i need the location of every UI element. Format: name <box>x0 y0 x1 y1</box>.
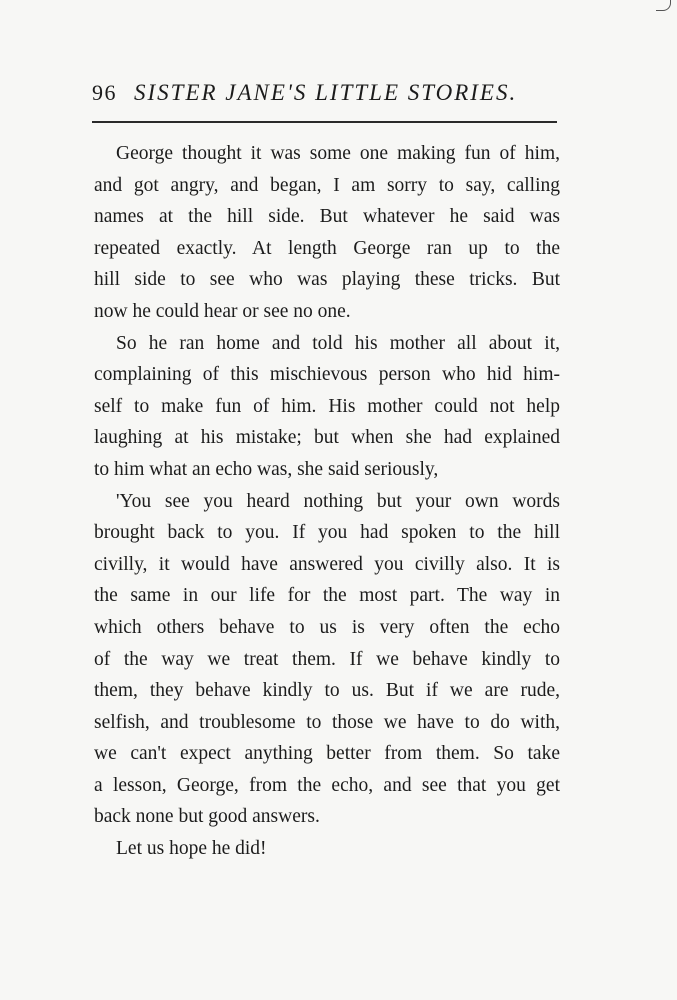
text-line: names at the hill side. But whatever he said was <box>94 206 560 228</box>
page-corner-mark <box>656 0 671 11</box>
text-line: to him what an echo was, she said seriously, <box>94 458 439 480</box>
text-line: George thought it was some one making fun of him, <box>116 143 560 164</box>
text-line: now he could hear or see no one. <box>94 300 351 322</box>
text-line: of the way we treat them. If we behave kindly to <box>94 648 560 670</box>
text-line: hill side to see who was playing these tricks. But <box>94 269 560 291</box>
text-line: a lesson, George, from the echo, and see that you get <box>94 774 560 796</box>
page-number: 96 <box>92 80 117 105</box>
running-title: SISTER JANE'S LITTLE STORIES. <box>134 80 518 105</box>
text-line: self to make fun of him. His mother could not help <box>94 395 560 417</box>
text-line: repeated exactly. At length George ran up to the <box>94 237 560 259</box>
running-header <box>92 78 562 114</box>
text-line: and got angry, and began, I am sorry to say, calling <box>94 174 560 196</box>
text-line: Let us hope he did! <box>116 838 267 860</box>
text-line: selfish, and troublesome to those we have to do with, <box>94 711 560 733</box>
text-line: 'You see you heard nothing but your own words <box>116 490 560 512</box>
text-line: civilly, it would have answered you civilly also. It is <box>94 553 560 575</box>
text-line: which others behave to us is very often the echo <box>94 616 560 638</box>
body-text <box>94 138 560 865</box>
text-line: complaining of this mischievous person who hid him- <box>94 364 560 386</box>
text-line: we can't expect anything better from them. So take <box>94 743 560 765</box>
text-line: laughing at his mistake; but when she had explained <box>94 427 560 449</box>
text-line: So he ran home and told his mother all about it, <box>116 332 560 354</box>
text-line: back none but good answers. <box>94 806 320 828</box>
text-line: brought back to you. If you had spoken to the hill <box>94 522 560 544</box>
text-line: the same in our life for the most part. The way in <box>94 585 560 607</box>
text-line: them, they behave kindly to us. But if we are rude, <box>94 680 560 702</box>
header-rule <box>92 121 557 123</box>
